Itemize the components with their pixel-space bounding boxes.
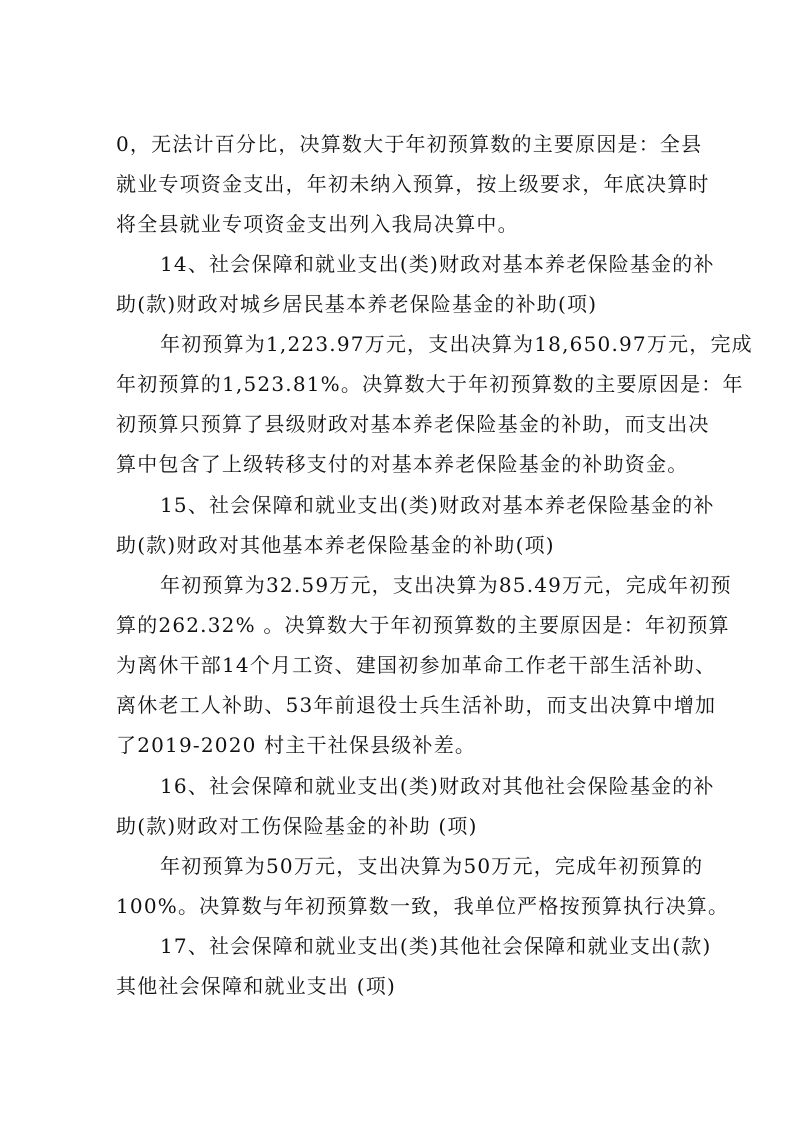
item-14-heading-continued: 助(款)财政对城乡居民基本养老保险基金的补助(项)	[116, 292, 598, 316]
body-text-line: 了2019-2020 村主干社保县级补差。	[116, 733, 477, 757]
item-14-heading: 14、社会保障和就业支出(类)财政对基本养老保险基金的补	[160, 252, 715, 276]
item-15-heading-continued: 助(款)财政对其他基本养老保险基金的补助(项)	[116, 533, 555, 557]
body-text-line: 算中包含了上级转移支付的对基本养老保险基金的补助资金。	[116, 452, 689, 476]
body-text-line: 为离休干部14个月工资、建国初参加革命工作老干部生活补助、	[116, 653, 717, 677]
item-15-heading: 15、社会保障和就业支出(类)财政对基本养老保险基金的补	[160, 493, 715, 517]
body-text-line: 0，无法计百分比，决算数大于年初预算数的主要原因是：全县	[116, 132, 703, 156]
body-text-line: 将全县就业专项资金支出列入我局决算中。	[116, 212, 519, 236]
body-text-line: 年初预算为50万元，支出决算为50万元，完成年初预算的	[160, 854, 704, 878]
body-text-line: 算的262.32% 。决算数大于年初预算数的主要原因是：年初预算	[116, 613, 730, 637]
body-text-line: 年初预算为1,223.97万元，支出决算为18,650.97万元，完成	[160, 332, 753, 356]
item-17-heading-continued: 其他社会保障和就业支出 (项)	[116, 974, 396, 998]
item-17-heading: 17、社会保障和就业支出(类)其他社会保障和就业支出(款)	[160, 934, 712, 958]
body-text-line: 年初预算的1,523.81%。决算数大于年初预算数的主要原因是：年	[116, 372, 744, 396]
item-16-heading: 16、社会保障和就业支出(类)财政对其他社会保险基金的补	[160, 774, 715, 798]
body-text-line: 初预算只预算了县级财政对基本养老保险基金的补助，而支出决	[116, 412, 710, 436]
body-text-line: 就业专项资金支出，年初未纳入预算，按上级要求，年底决算时	[116, 172, 710, 196]
body-text-line: 100%。决算数与年初预算数一致，我单位严格按预算执行决算。	[116, 894, 730, 918]
item-16-heading-continued: 助(款)财政对工伤保险基金的补助 (项)	[116, 814, 478, 838]
body-text-line: 年初预算为32.59万元，支出决算为85.49万元，完成年初预	[160, 573, 732, 597]
body-text-line: 离休老工人补助、53年前退役士兵生活补助，而支出决算中增加	[116, 693, 717, 717]
